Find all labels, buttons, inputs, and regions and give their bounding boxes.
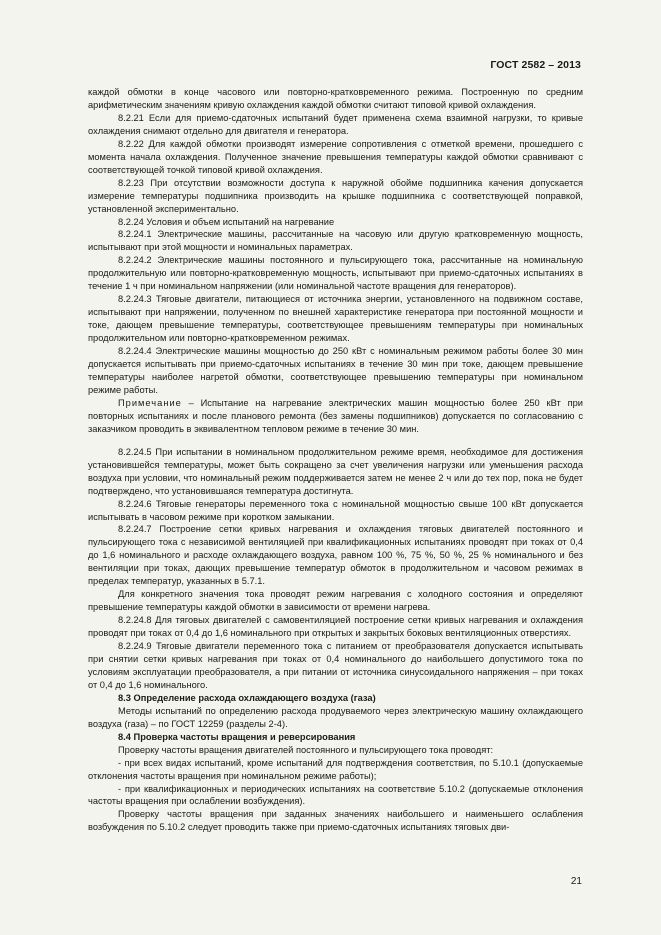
paragraph-8-2-24-1: 8.2.24.1 Электрические машины, рассчитанные на часовую или другую кратковременную мощность, испытывают при этой мощности и номинальных параметрах. <box>88 229 583 253</box>
paragraph: Проверку частоты вращения двигателей постоянного и пульсирующего тока проводят: <box>118 744 494 755</box>
paragraph-8-2-24-8: 8.2.24.8 Для тяговых двигателей с самовентиляцией построение сетки кривых нагревания и охлаждения проводят при токах от 0,4 до 1,6 номинального при открытых и закрытых боковых вентиляционных отверстиях. <box>88 615 583 639</box>
note <box>88 397 583 436</box>
section-heading-8-4: 8.4 Проверка частоты вращения и реверсирования <box>118 731 356 742</box>
paragraph: Методы испытаний по определению расхода продуваемого через электрическую машину охлаждающего воздуха (газа) – по ГОСТ 12259 (разделы 2-4). <box>88 705 583 729</box>
page-number: 21 <box>570 876 582 887</box>
paragraph: Для конкретного значения тока проводят режим нагревания с холодного состояния и определяют превышение температуры каждой обмотки в зависимости от времени нагрева. <box>88 589 583 613</box>
paragraph-8-2-24-6: 8.2.24.6 Тяговые генераторы переменного тока с номинальной мощностью свыше 100 кВт допускается испытывать в часовом режиме при коротком замыкании. <box>88 498 583 522</box>
page-body <box>88 86 583 834</box>
paragraph-8-2-23: 8.2.23 При отсутствии возможности доступа к наружной обойме подшипника качения допускается измерение температуры подшипника производить на крышке подшипника с соответствующей поправкой, установленной экспериментально. <box>88 177 583 214</box>
paragraph-8-2-24-3: 8.2.24.3 Тяговые двигатели, питающиеся от источника энергии, установленного на подвижном составе, испытывают при напряжении, полученном по внешней характеристике генератора при постоянной мощности и токе, дающем превышение температуры, соответствующее превышениям температуры при номинальных продолжительном или повторно-кратковременном режимах. <box>88 294 583 344</box>
note-text: – Испытание на нагревание электрических машин мощностью более 250 кВт при повторных испытаниях и после планового ремонта (без замены подшипников) допускается по согласованию с заказчиком проводить в эквивалентном тепловом режиме в течение 30 мин. <box>88 397 583 434</box>
standard-header: ГОСТ 2582 – 2013 <box>490 59 581 71</box>
paragraph: каждой обмотки в конце часового или повторно-кратковременного режима. Построенную по средним арифметическим значениям кривую охлаждения каждой обмотки считают типовой кривой охлаждения. <box>88 87 583 110</box>
paragraph-8-2-24-5: 8.2.24.5 При испытании в номинальном продолжительном режиме время, необходимое для достижения установившейся температуры, может быть сокращено за счет увеличения нагрузки или уменьшения расхода воздуха при условии, что номинальный режим поддерживается затем не менее 2 ч или до тех пор, пока не будет подтверждено, что установившаяся температура достигнута. <box>88 446 583 496</box>
paragraph-8-2-21: 8.2.21 Если для приемо-сдаточных испытаний будет применена схема взаимной нагрузки, то кривые охлаждения снимают отдельно для двигателя и генератора. <box>88 112 583 136</box>
paragraph: Проверку частоты вращения при заданных значениях наибольшего и наименьшего ослабления возбуждения по 5.10.2 следует проводить также при приемо-сдаточных испытаниях тяговых дви- <box>88 809 583 833</box>
paragraph-8-2-24: 8.2.24 Условия и объем испытаний на нагревание <box>118 216 335 227</box>
paragraph-8-2-24-9: 8.2.24.9 Тяговые двигатели переменного тока с питанием от преобразователя допускается испытывать при снятии сетки кривых нагревания при токах от 0,4 номинального до наибольшего допустимого тока по условиям эксплуатации преобразователя, а при питании от источника синусоидального напряжения – при токах от 0,4 до 1,6 номинального. <box>88 641 583 690</box>
paragraph-8-2-24-2: 8.2.24.2 Электрические машины постоянного и пульсирующего тока, рассчитанные на номинальную продолжительную или повторно-кратковременную мощность, испытывают при приемо-сдаточных испытаниях в течение 1 ч при номинальном напряжении (или номинальной частоте вращения для генераторов). <box>88 255 583 292</box>
section-heading-8-3: 8.3 Определение расхода охлаждающего воздуха (газа) <box>118 692 376 703</box>
paragraph-8-2-24-7: 8.2.24.7 Построение сетки кривых нагревания и охлаждения тяговых двигателей постоянного и пульсирующего тока с независимой вентиляцией при квалификационных испытаниях проводят при токах от 0,4 до 1,6 номинального и расходе охлаждающего воздуха, равном 100 %, 75 %, 50 %, 25 % номинального и без вентиляции при токах, дающих превышение температур обмоток в продолжительном и часовом режимах в пределах температур, указанных в 5.7.1. <box>88 524 583 587</box>
paragraph-8-2-24-4: 8.2.24.4 Электрические машины мощностью до 250 кВт с номинальным режимом работы более 30 мин допускается испытывать при приемо-сдаточных испытаниях в течение 30 мин при токе, дающем превышение температуры наиболее нагретой обмотки, соответствующее превышению температуры при номинальном режиме работы. <box>88 346 583 395</box>
list-item: - при всех видах испытаний, кроме испытаний для подтверждения соответствия, по 5.10.1 (допускаемые отклонения частоты вращения при номинальном режиме работы); <box>88 757 583 781</box>
list-item: - при квалификационных и периодических испытаниях на соответствие 5.10.2 (допускаемые отклонения частоты вращения при ослаблении возбуждения). <box>88 783 583 807</box>
paragraph-8-2-22: 8.2.22 Для каждой обмотки производят измерение сопротивления с отметкой времени, прошедшего с момента начала охлаждения. Полученное значение превышения температуры каждой обмотки сравнивают с соответствующей точкой типовой кривой охлаждения. <box>88 138 583 175</box>
note-label: Примечание <box>118 397 182 408</box>
